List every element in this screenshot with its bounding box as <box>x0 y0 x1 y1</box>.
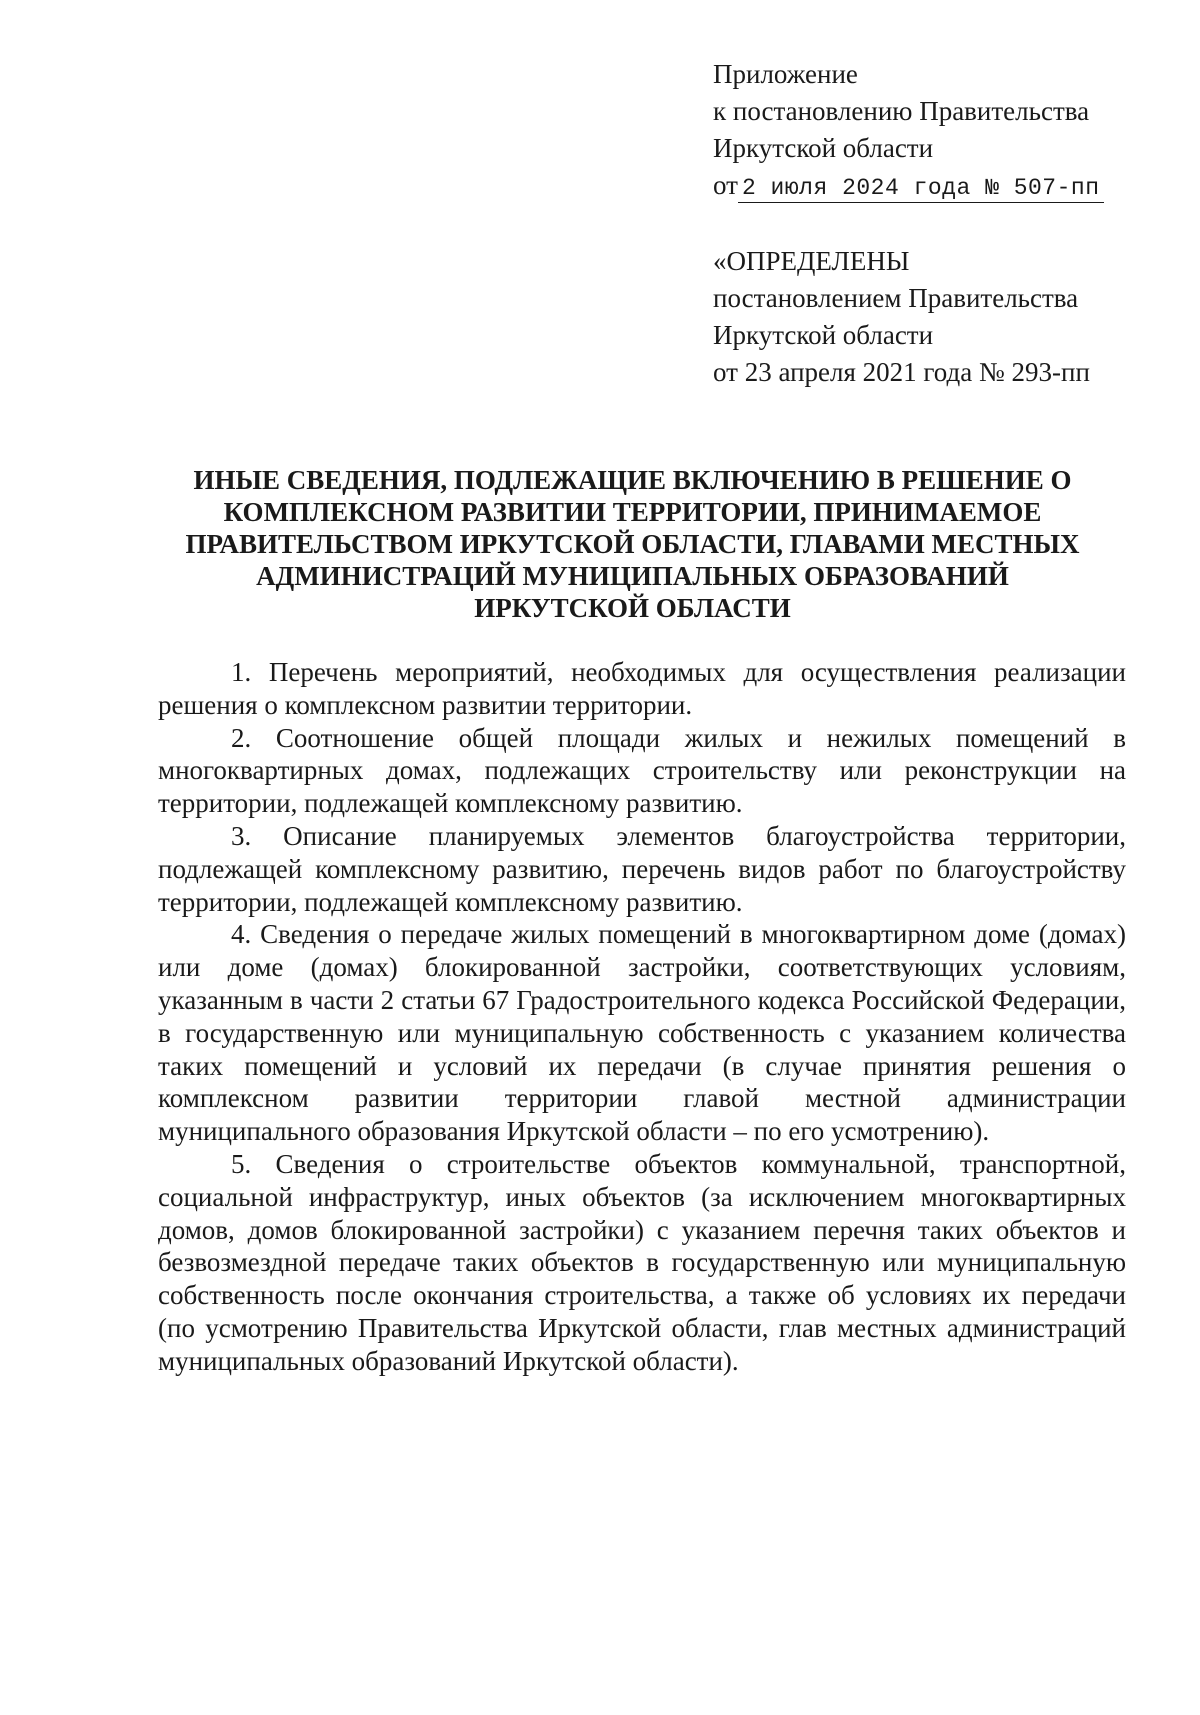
paragraph-3: 3. Описание планируемых элементов благоустройства территории, подлежащей комплексному развитию, перечень видов работ по благоустройству территории, подлежащей комплексному развитию. <box>158 820 1126 917</box>
title-line-1: ИНЫЕ СВЕДЕНИЯ, ПОДЛЕЖАЩИЕ ВКЛЮЧЕНИЮ В РЕШЕНИЕ О <box>193 465 1072 495</box>
paragraph-4: 4. Сведения о передаче жилых помещений в многоквартирном доме (домах) или доме (домах) блокированной застройки, соответствующих условиям, указанным в части 2 статьи 67 Градостроительного кодекса Российской Федерации, в государственную или муниципальную собственность с указанием количества таких помещений и условий их передачи (в случае принятия решения о комплексном развитии территории главой местной администрации муниципального образования Иркутской области – по его усмотрению). <box>158 919 1126 1147</box>
paragraph-1: 1. Перечень мероприятий, необходимых для осуществления реализации решения о комплексном развитии территории. <box>158 657 1126 720</box>
determined-line-2: постановлением Правительства <box>713 283 1079 313</box>
title-line-3: ПРАВИТЕЛЬСТВОМ ИРКУТСКОЙ ОБЛАСТИ, ГЛАВАМИ МЕСТНЫХ <box>185 529 1080 559</box>
appendix-line-3: Иркутской области <box>713 133 934 163</box>
determined-line-4: от 23 апреля 2021 года № 293-пп <box>713 357 1090 387</box>
appendix-line-2: к постановлению Правительства <box>713 96 1090 126</box>
determined-line-1: «ОПРЕДЕЛЕНЫ <box>713 246 910 276</box>
title-line-4: АДМИНИСТРАЦИЙ МУНИЦИПАЛЬНЫХ ОБРАЗОВАНИЙ <box>256 561 1009 591</box>
determined-line-3: Иркутской области <box>713 320 934 350</box>
appendix-line-1: Приложение <box>713 59 858 89</box>
paragraph-5: 5. Сведения о строительстве объектов коммунальной, транспортной, социальной инфраструктур, иных объектов (за исключением многоквартирных домов, домов блокированной застройки) с указанием перечня таких объектов и безвозмездной передаче таких объектов в государственную или муниципальную собственность после окончания строительства, а также об условиях их передачи (по усмотрению Правительства Иркутской области, глав местных администраций муниципальных образований Иркутской области). <box>158 1148 1126 1376</box>
paragraph-2: 2. Соотношение общей площади жилых и нежилых помещений в многоквартирных домах, подлежащих строительству или реконструкции на территории, подлежащей комплексному развитию. <box>158 722 1126 819</box>
appendix-date-line <box>713 167 1153 207</box>
determined-block <box>713 243 1153 391</box>
appendix-date-value: 2 июля 2024 года № 507-пп <box>738 175 1104 203</box>
title-line-2: КОМПЛЕКСНОМ РАЗВИТИИ ТЕРРИТОРИИ, ПРИНИМАЕМОЕ <box>223 497 1042 527</box>
appendix-header <box>713 56 1153 207</box>
document-body <box>158 656 1126 1378</box>
title-line-5: ИРКУТСКОЙ ОБЛАСТИ <box>474 593 791 623</box>
appendix-date-prefix: от <box>713 170 738 200</box>
document-title <box>150 464 1115 624</box>
